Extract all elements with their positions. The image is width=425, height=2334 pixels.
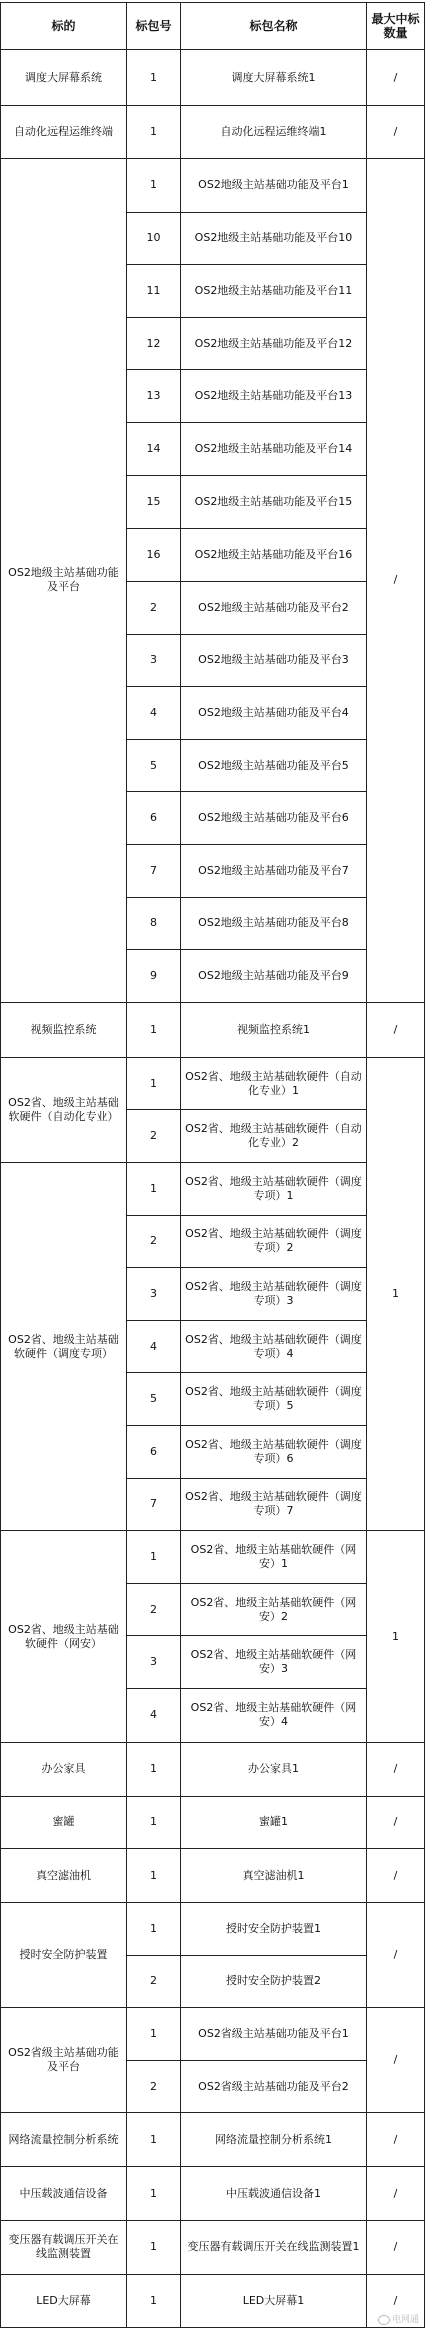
cell-max: 1 <box>367 1531 425 1743</box>
cell-max: / <box>367 50 425 106</box>
table-row <box>1 1057 425 1110</box>
cell-pkgname: OS2省、地级主站基础软硬件（调度专项）1 <box>181 1163 367 1216</box>
cell-lot <box>1 1903 127 2008</box>
cell-pkgname: OS2省、地级主站基础软硬件（自动化专业）2 <box>181 1110 367 1163</box>
cell-pkg: 1 <box>127 158 181 212</box>
cell-pkg: 1 <box>127 1531 181 1584</box>
cell-pkg: 13 <box>127 370 181 423</box>
cell-pkg: 1 <box>127 1903 181 1956</box>
cell-pkg: 1 <box>127 2167 181 2221</box>
cell-pkgname: LED大屏幕1 <box>181 2274 367 2327</box>
cell-max: / <box>367 1002 425 1057</box>
cell-pkgname: OS2地级主站基础功能及平台6 <box>181 792 367 845</box>
cell-pkgname: 网络流量控制分析系统1 <box>181 2113 367 2167</box>
cell-max: / <box>367 2274 425 2327</box>
wechat-logo-icon <box>378 2315 390 2325</box>
cell-pkg: 11 <box>127 265 181 318</box>
cell-pkgname: OS2地级主站基础功能及平台8 <box>181 897 367 950</box>
header-row <box>1 3 425 50</box>
header-pkg: 标包号 <box>127 3 181 50</box>
cell-pkg: 2 <box>127 581 181 634</box>
table-row <box>1 2113 425 2167</box>
lot-text: OS2省、地级主站基础软硬件（自动化专业） <box>8 1095 119 1123</box>
cell-pkgname: OS2地级主站基础功能及平台13 <box>181 370 367 423</box>
lot-text: 授时安全防护装置 <box>19 1948 108 1962</box>
cell-pkgname: OS2省、地级主站基础软硬件（网安）2 <box>181 1583 367 1636</box>
cell-pkg: 1 <box>127 106 181 159</box>
lot-text: OS2省级主站基础功能及平台 <box>8 2046 119 2074</box>
table-row <box>1 2274 425 2327</box>
cell-pkgname: 中压载波通信设备1 <box>181 2167 367 2221</box>
table-row <box>1 50 425 106</box>
cell-pkg: 4 <box>127 1689 181 1743</box>
cell-max: / <box>367 158 425 1002</box>
cell-lot <box>1 1163 127 1531</box>
lot-text: 自动化远程运维终端 <box>14 124 113 138</box>
cell-pkgname: OS2地级主站基础功能及平台4 <box>181 687 367 740</box>
cell-pkgname: OS2地级主站基础功能及平台7 <box>181 845 367 898</box>
cell-pkg: 1 <box>127 2008 181 2061</box>
header-pkgname: 标包名称 <box>181 3 367 50</box>
cell-pkgname: OS2省、地级主站基础软硬件（调度专项）7 <box>181 1478 367 1531</box>
cell-lot <box>1 50 127 106</box>
cell-pkgname: OS2地级主站基础功能及平台15 <box>181 475 367 529</box>
table-row <box>1 2167 425 2221</box>
table-row <box>1 2008 425 2061</box>
cell-pkgname: 自动化远程运维终端1 <box>181 106 367 159</box>
cell-max: / <box>367 1796 425 1849</box>
cell-pkg: 1 <box>127 1849 181 1903</box>
lot-text: 真空滤油机 <box>36 1868 91 1882</box>
lot-text: 网络流量控制分析系统 <box>8 2132 119 2146</box>
cell-pkg: 3 <box>127 1268 181 1321</box>
cell-pkg: 12 <box>127 317 181 370</box>
lot-text: 视频监控系统 <box>30 1022 97 1036</box>
cell-pkg: 15 <box>127 475 181 529</box>
cell-pkg: 1 <box>127 1057 181 1110</box>
lot-text: 调度大屏幕系统 <box>25 70 102 84</box>
cell-lot <box>1 1531 127 1743</box>
cell-pkgname: 真空滤油机1 <box>181 1849 367 1903</box>
lot-text: 中压载波通信设备 <box>19 2186 108 2200</box>
table-row <box>1 106 425 159</box>
cell-pkg: 1 <box>127 50 181 106</box>
table-row <box>1 1796 425 1849</box>
cell-max: / <box>367 2167 425 2221</box>
cell-max: / <box>367 2008 425 2113</box>
cell-pkgname: OS2省、地级主站基础软硬件（调度专项）4 <box>181 1320 367 1373</box>
table-row <box>1 1002 425 1057</box>
cell-pkgname: 蜜罐1 <box>181 1796 367 1849</box>
lot-text: 办公家具 <box>41 1762 86 1776</box>
cell-pkgname: OS2地级主站基础功能及平台9 <box>181 950 367 1003</box>
cell-pkg: 2 <box>127 1110 181 1163</box>
cell-pkg: 6 <box>127 792 181 845</box>
cell-lot <box>1 2167 127 2221</box>
cell-pkgname: OS2省级主站基础功能及平台1 <box>181 2008 367 2061</box>
cell-pkgname: OS2省、地级主站基础软硬件（调度专项）2 <box>181 1215 367 1268</box>
cell-pkgname: OS2地级主站基础功能及平台5 <box>181 739 367 792</box>
cell-pkgname: OS2省、地级主站基础软硬件（调度专项）5 <box>181 1373 367 1426</box>
lot-text: OS2省、地级主站基础软硬件（网安） <box>8 1622 119 1650</box>
table-row <box>1 1531 425 1584</box>
cell-pkg: 3 <box>127 1636 181 1689</box>
cell-lot <box>1 2274 127 2327</box>
cell-pkg: 7 <box>127 845 181 898</box>
cell-pkg: 7 <box>127 1478 181 1531</box>
cell-pkg: 4 <box>127 687 181 740</box>
cell-pkgname: OS2省、地级主站基础软硬件（自动化专业）1 <box>181 1057 367 1110</box>
lot-text: 变压器有载调压开关在线监测装置 <box>8 2233 119 2261</box>
cell-pkgname: OS2省、地级主站基础软硬件（调度专项）3 <box>181 1268 367 1321</box>
cell-max: / <box>367 2221 425 2275</box>
cell-lot <box>1 1002 127 1057</box>
cell-pkgname: OS2地级主站基础功能及平台1 <box>181 158 367 212</box>
cell-pkgname: OS2省、地级主站基础软硬件（网安）3 <box>181 1636 367 1689</box>
lot-text: OS2地级主站基础功能及平台 <box>8 566 119 594</box>
header-lot: 标的 <box>1 3 127 50</box>
cell-pkg: 1 <box>127 1742 181 1796</box>
cell-pkg: 1 <box>127 1163 181 1216</box>
cell-max: / <box>367 106 425 159</box>
cell-pkgname: OS2地级主站基础功能及平台16 <box>181 529 367 582</box>
cell-lot <box>1 2221 127 2275</box>
lot-text: OS2省、地级主站基础软硬件（调度专项） <box>8 1332 119 1360</box>
cell-max: / <box>367 1903 425 2008</box>
cell-pkg: 8 <box>127 897 181 950</box>
cell-max: / <box>367 2113 425 2167</box>
cell-pkgname: OS2省、地级主站基础软硬件（网安）4 <box>181 1689 367 1743</box>
cell-max: / <box>367 1742 425 1796</box>
watermark-text: 电网通 <box>391 2315 419 2325</box>
bid-table <box>0 2 425 2328</box>
cell-pkgname: OS2地级主站基础功能及平台10 <box>181 212 367 265</box>
cell-lot <box>1 1849 127 1903</box>
cell-pkgname: 授时安全防护装置1 <box>181 1903 367 1956</box>
cell-pkg: 2 <box>127 1215 181 1268</box>
cell-lot <box>1 2113 127 2167</box>
cell-pkg: 3 <box>127 634 181 687</box>
cell-pkg: 1 <box>127 2221 181 2275</box>
cell-max: / <box>367 1849 425 1903</box>
cell-pkgname: OS2地级主站基础功能及平台2 <box>181 581 367 634</box>
cell-pkg: 1 <box>127 2274 181 2327</box>
cell-pkgname: 变压器有载调压开关在线监测装置1 <box>181 2221 367 2275</box>
cell-pkgname: 授时安全防护装置2 <box>181 1955 367 2008</box>
cell-pkgname: 办公家具1 <box>181 1742 367 1796</box>
cell-lot <box>1 106 127 159</box>
cell-lot <box>1 1742 127 1796</box>
cell-lot <box>1 2008 127 2113</box>
cell-pkg: 4 <box>127 1320 181 1373</box>
cell-pkg: 2 <box>127 1583 181 1636</box>
cell-pkgname: OS2地级主站基础功能及平台12 <box>181 317 367 370</box>
cell-lot <box>1 158 127 1002</box>
table-row <box>1 158 425 212</box>
cell-pkgname: OS2省级主站基础功能及平台2 <box>181 2060 367 2113</box>
cell-pkgname: 调度大屏幕系统1 <box>181 50 367 106</box>
cell-lot <box>1 1057 127 1162</box>
cell-lot <box>1 1796 127 1849</box>
lot-text: 蜜罐 <box>52 1815 75 1829</box>
header-max: 最大中标数量 <box>367 3 425 50</box>
cell-pkgname: 视频监控系统1 <box>181 1002 367 1057</box>
cell-pkgname: OS2地级主站基础功能及平台11 <box>181 265 367 318</box>
cell-pkg: 1 <box>127 1796 181 1849</box>
table-row <box>1 2221 425 2275</box>
cell-pkgname: OS2省、地级主站基础软硬件（网安）1 <box>181 1531 367 1584</box>
cell-pkg: 9 <box>127 950 181 1003</box>
cell-pkg: 2 <box>127 1955 181 2008</box>
table-row <box>1 1849 425 1903</box>
watermark <box>378 2312 419 2325</box>
cell-pkg: 14 <box>127 422 181 475</box>
cell-pkg: 5 <box>127 1373 181 1426</box>
lot-text: LED大屏幕 <box>36 2293 91 2307</box>
cell-pkg: 2 <box>127 2060 181 2113</box>
cell-pkgname: OS2省、地级主站基础软硬件（调度专项）6 <box>181 1426 367 1479</box>
cell-pkg: 1 <box>127 2113 181 2167</box>
table-row <box>1 1742 425 1796</box>
cell-pkg: 6 <box>127 1426 181 1479</box>
table-row <box>1 1163 425 1216</box>
cell-pkg: 10 <box>127 212 181 265</box>
cell-pkg: 5 <box>127 739 181 792</box>
cell-pkg: 1 <box>127 1002 181 1057</box>
cell-pkgname: OS2地级主站基础功能及平台14 <box>181 422 367 475</box>
cell-max: 1 <box>367 1057 425 1530</box>
cell-pkgname: OS2地级主站基础功能及平台3 <box>181 634 367 687</box>
cell-pkg: 16 <box>127 529 181 582</box>
table-row <box>1 1903 425 1956</box>
